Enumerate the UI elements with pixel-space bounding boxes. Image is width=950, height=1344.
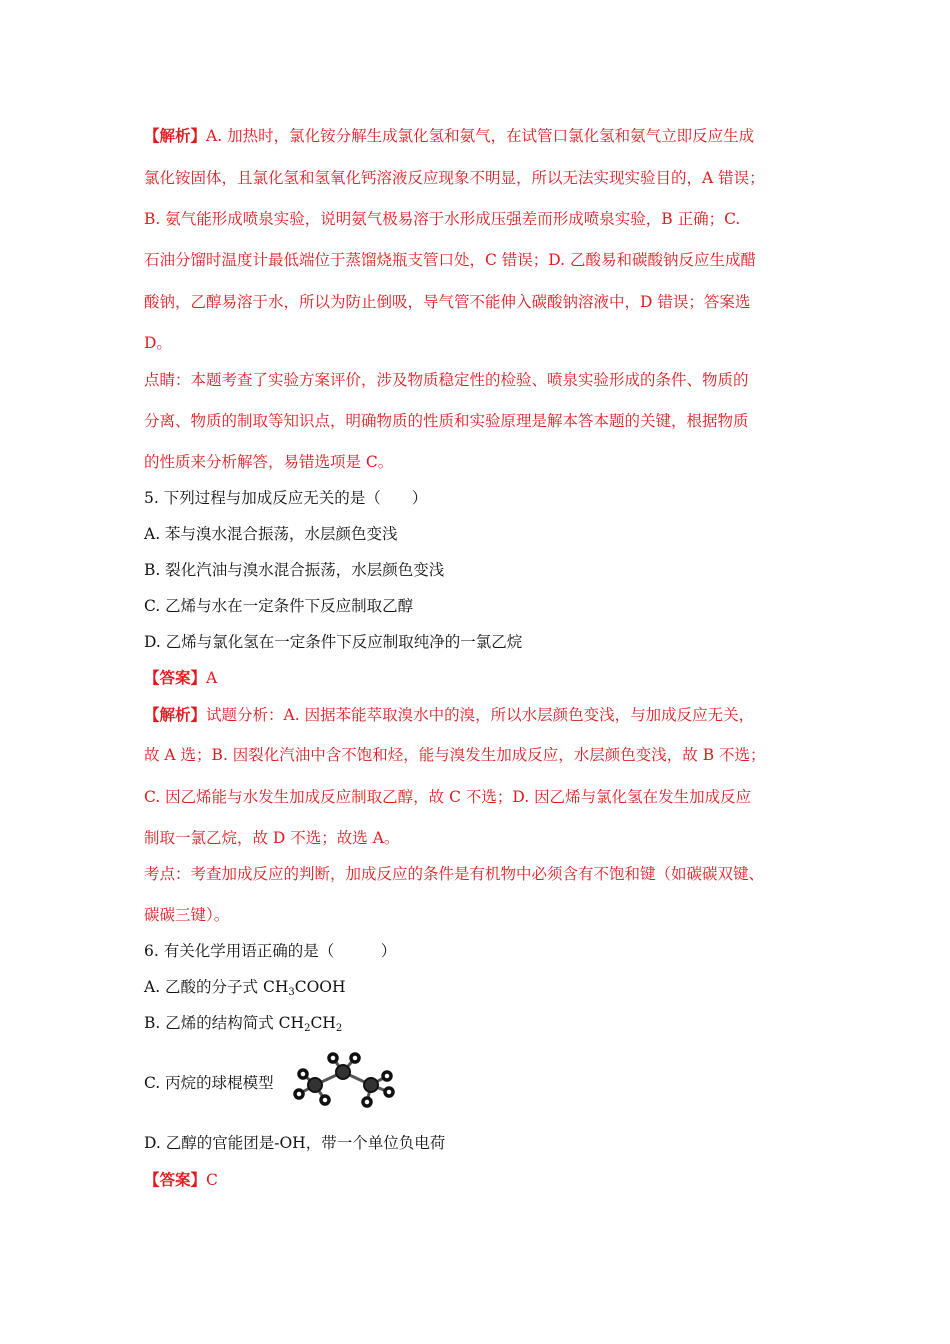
analysis-text: A. 加热时，氯化铵分解生成氯化氢和氨气，在试管口氯化氢和氨气立即反应生成 bbox=[206, 127, 755, 145]
question-6-option-c: C. 丙烷的球棍模型 bbox=[144, 1074, 274, 1092]
option-b-text: B. 乙烯的结构简式 CH bbox=[144, 1014, 305, 1032]
question-6-stem: 6. 有关化学用语正确的是（ ） bbox=[144, 942, 397, 960]
question-5-option-d: D. 乙烯与氯化氢在一定条件下反应制取纯净的一氯乙烷 bbox=[144, 633, 523, 651]
analysis-tag: 【解析】 bbox=[144, 705, 207, 724]
question-5-stem: 5. 下列过程与加成反应无关的是（ ） bbox=[144, 489, 428, 507]
question-5-analysis-line-3: C. 因乙烯能与水发生加成反应制取乙醇，故 C 不选；D. 因乙烯与氯化氢在发生加成反应 bbox=[144, 788, 752, 806]
comment-1-line-2: 分离、物质的制取等知识点，明确物质的性质和实验原理是解本答本题的关键，根据物质 bbox=[144, 412, 749, 430]
propane-ball-and-stick-model-icon bbox=[285, 1050, 405, 1120]
answer-value: A bbox=[206, 669, 218, 687]
option-a-suffix: COOH bbox=[294, 978, 346, 996]
option-b-mid: CH bbox=[310, 1014, 336, 1032]
question-5-kaodian-line-1: 考点：考查加成反应的判断，加成反应的条件是有机物中必须含有不饱和键（如碳碳双键、 bbox=[144, 865, 765, 883]
comment-1-line-1: 点睛：本题考查了实验方案评价，涉及物质稳定性的检验、喷泉实验形成的条件、物质的 bbox=[144, 371, 749, 389]
question-6-option-a bbox=[144, 977, 346, 997]
answer-tag: 【答案】 bbox=[144, 1170, 207, 1189]
answer-tag: 【答案】 bbox=[144, 668, 207, 687]
question-5-option-a: A. 苯与溴水混合振荡，水层颜色变浅 bbox=[144, 525, 398, 543]
answer-value: C bbox=[206, 1171, 218, 1189]
question-5-analysis-line-2: 故 A 选；B. 因裂化汽油中含不饱和烃，能与溴发生加成反应，水层颜色变浅，故 B 不选； bbox=[144, 746, 766, 764]
analysis-1-line-2: 氯化铵固体，且氯化氢和氢氧化钙溶液反应现象不明显，所以无法实现实验目的，A 错误； bbox=[144, 169, 765, 187]
question-5-option-c: C. 乙烯与水在一定条件下反应制取乙醇 bbox=[144, 597, 414, 615]
question-6-option-b bbox=[144, 1013, 342, 1033]
analysis-1-line-1 bbox=[144, 126, 754, 146]
question-6-option-d: D. 乙醇的官能团是-OH，带一个单位负电荷 bbox=[144, 1134, 446, 1152]
analysis-1-line-6: D。 bbox=[144, 334, 172, 352]
analysis-1-line-5: 酸钠，乙醇易溶于水，所以为防止倒吸，导气管不能伸入碳酸钠溶液中，D 错误；答案选 bbox=[144, 293, 751, 311]
analysis-text: 试题分析：A. 因据苯能萃取溴水中的溴，所以水层颜色变浅，与加成反应无关， bbox=[206, 706, 755, 724]
option-b-subscript-2: 2 bbox=[335, 1023, 343, 1034]
option-b-subscript-1: 2 bbox=[304, 1023, 311, 1034]
analysis-1-line-4: 石油分馏时温度计最低端位于蒸馏烧瓶支管口处，C 错误；D. 乙酸易和碳酸钠反应生成醋 bbox=[144, 251, 757, 269]
option-a-subscript: 3 bbox=[288, 987, 295, 998]
analysis-tag: 【解析】 bbox=[144, 126, 207, 145]
question-5-option-b: B. 裂化汽油与溴水混合振荡，水层颜色变浅 bbox=[144, 561, 445, 579]
question-5-answer bbox=[144, 668, 217, 688]
analysis-1-line-3: B. 氨气能形成喷泉实验，说明氨气极易溶于水形成压强差而形成喷泉实验，B 正确；C. bbox=[144, 210, 741, 228]
question-5-analysis-line-1 bbox=[144, 705, 754, 725]
question-5-kaodian-line-2: 碳碳三键）。 bbox=[144, 906, 230, 924]
question-6-answer bbox=[144, 1170, 218, 1190]
option-a-text: A. 乙酸的分子式 CH bbox=[144, 978, 289, 996]
comment-1-line-3: 的性质来分析解答，易错选项是 C。 bbox=[144, 453, 394, 471]
question-5-analysis-line-4: 制取一氯乙烷，故 D 不选；故选 A。 bbox=[144, 829, 400, 847]
